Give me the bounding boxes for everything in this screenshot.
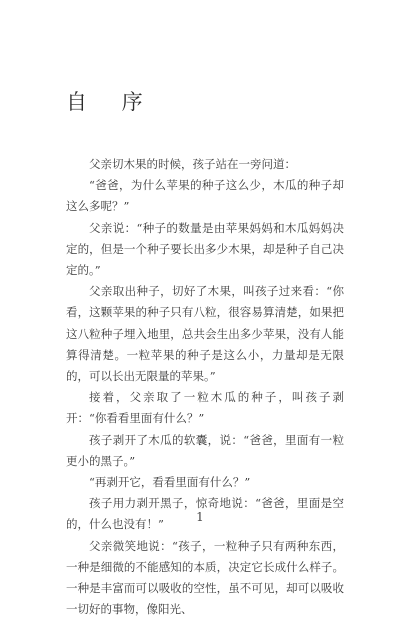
paragraph: “再剥开它，看看里面有什么？” — [89, 475, 251, 490]
paragraph: 接着，父亲取了一粒木瓜的种子，叫孩子剥开：“你看看里面有什么？” — [66, 390, 344, 426]
paragraph: 父亲微笑地说：“孩子，一粒种子只有两种东西，一种是细微的不能感知的本质，决定它长成什么样子。一种是丰富而可以吸收的空性，虽不可见，却可以吸收一切好的事物，像阳光、 — [66, 538, 344, 617]
paragraph: 孩子剥开了木瓜的软囊，说：“爸爸，里面有一粒更小的黑子。” — [66, 432, 344, 468]
paragraph: “爸爸，为什么苹果的种子这么少，木瓜的种子却这么多呢？” — [66, 178, 344, 214]
paragraph: 父亲说：“种子的数量是由苹果妈妈和木瓜妈妈决定的，但是一个种子要长出多少木果，却是种子自己决定的。” — [66, 220, 344, 278]
body-text — [66, 154, 344, 620]
chapter-title: 自 序 — [66, 90, 157, 114]
paragraph: 父亲取出种子，切好了木果，叫孩子过来看：“你看，这颗苹果的种子只有八粒，很容易算清楚，如果把这八粒种子埋入地里，总共会生出多少苹果，没有人能算得清楚。一粒苹果的种子是这么小，力量却是无限的，可以长出无限量的苹果。” — [66, 284, 344, 384]
page-number: 1 — [196, 510, 204, 524]
paragraph: 父亲切木果的时候，孩子站在一旁问道： — [89, 157, 296, 171]
paragraph: 孩子用力剥开黑子，惊奇地说：“爸爸，里面是空的，什么也没有！” — [66, 496, 344, 532]
